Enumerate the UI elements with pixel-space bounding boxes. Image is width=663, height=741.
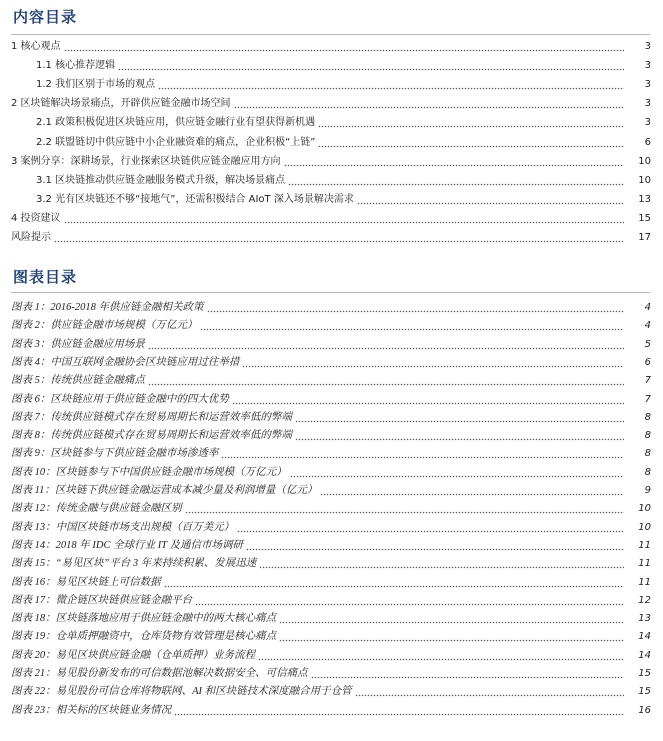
toc-entry-page: 13 bbox=[638, 193, 651, 205]
figure-entry-label: 图表 6：区块链应用于供应链金融中的四大优势 bbox=[11, 393, 229, 405]
figure-entry-label: 图表 9：区块链参与下供应链金融市场渗透率 bbox=[11, 448, 219, 460]
figure-entry-label: 图表 10：区块链参与下中国供应链金融市场规模（万亿元） bbox=[11, 466, 287, 478]
toc-entry[interactable] bbox=[0, 40, 663, 54]
toc-entry-label: 1.1 核心推荐逻辑 bbox=[36, 60, 116, 72]
figure-entry[interactable] bbox=[0, 649, 663, 663]
toc-entry-page: 17 bbox=[638, 232, 651, 243]
figure-entry[interactable] bbox=[0, 484, 663, 498]
figures-title-rule bbox=[11, 292, 650, 293]
figure-entry-label: 图表 18：区块链落地应用于供应链金融中的两大核心痛点 bbox=[11, 613, 277, 625]
figure-entry-label: 图表 5：传统供应链金融痛点 bbox=[11, 375, 145, 387]
figure-entry-label: 图表 23：相关标的区块链业务情况 bbox=[11, 704, 172, 716]
figure-entry-label: 图表 4：中国互联网金融协会区块链应用过往举措 bbox=[11, 356, 240, 368]
toc-entry[interactable] bbox=[0, 136, 663, 150]
figure-entry-label: 图表 22：易见股份可信仓库将物联网、AI 和区块链技术深度融合用于仓管 bbox=[11, 686, 352, 698]
toc-entry-page: 10 bbox=[638, 174, 651, 186]
dot-leader bbox=[64, 215, 624, 224]
toc-entry-page: 3 bbox=[644, 98, 651, 110]
toc-entry-label: 1.2 我们区别于市场的观点 bbox=[36, 79, 156, 91]
dot-leader bbox=[242, 359, 624, 368]
figure-entry[interactable] bbox=[0, 411, 663, 425]
figure-entry-label: 图表 1：2016-2018 年供应链金融相关政策 bbox=[11, 302, 204, 313]
figure-entry[interactable] bbox=[0, 393, 663, 407]
dot-leader bbox=[148, 341, 624, 350]
toc-entry[interactable] bbox=[0, 193, 663, 207]
figure-entry[interactable] bbox=[0, 521, 663, 535]
dot-leader bbox=[318, 119, 624, 128]
toc-entry[interactable] bbox=[0, 231, 663, 245]
figure-entry-page: 12 bbox=[638, 594, 651, 606]
dot-leader bbox=[311, 670, 624, 679]
figure-entry[interactable] bbox=[0, 356, 663, 370]
toc-entry-label: 3.2 光有区块链还不够“接地气”，还需积极结合 AIoT 深入场景解决需求 bbox=[36, 193, 354, 205]
figure-entry-page: 15 bbox=[638, 686, 651, 698]
toc-entry-page: 10 bbox=[638, 155, 651, 167]
dot-leader bbox=[279, 615, 624, 624]
figure-entry-page: 11 bbox=[638, 558, 651, 570]
dot-leader bbox=[290, 469, 624, 478]
figure-entry-label: 图表 20：易见区块供应链金融（仓单质押）业务流程 bbox=[11, 649, 256, 661]
dot-leader bbox=[295, 432, 624, 441]
figure-entry[interactable] bbox=[0, 539, 663, 553]
figure-entry-page: 8 bbox=[644, 430, 651, 442]
figure-entry-page: 11 bbox=[638, 539, 651, 551]
figure-entry[interactable] bbox=[0, 612, 663, 626]
figure-entry-page: 4 bbox=[644, 302, 651, 313]
toc-entry-page: 3 bbox=[644, 79, 651, 91]
dot-leader bbox=[64, 43, 624, 52]
figure-entry-label: 图表 12：传统金融与供应链金融区别 bbox=[11, 503, 182, 515]
toc-entry[interactable] bbox=[0, 116, 663, 130]
toc-title-rule bbox=[11, 34, 650, 35]
figure-entry-label: 图表 15：“易见区块”平台 3 年来持续积累、发展迅速 bbox=[11, 558, 257, 570]
dot-leader bbox=[207, 304, 625, 313]
dot-leader bbox=[200, 322, 624, 331]
toc-entry[interactable] bbox=[0, 97, 663, 111]
figure-entry-page: 4 bbox=[644, 320, 651, 332]
figure-entry[interactable] bbox=[0, 319, 663, 333]
dot-leader bbox=[195, 597, 624, 606]
dot-leader bbox=[320, 487, 624, 496]
figure-entry-label: 图表 21：易见股份新发布的可信数据池解决数据安全、可信痛点 bbox=[11, 668, 308, 679]
figure-entry[interactable] bbox=[0, 557, 663, 571]
toc-entry-label: 4 投资建议 bbox=[11, 212, 61, 224]
figure-entry[interactable] bbox=[0, 429, 663, 443]
figure-entry[interactable] bbox=[0, 338, 663, 352]
dot-leader bbox=[355, 688, 624, 697]
dot-leader bbox=[164, 579, 624, 588]
figure-entry[interactable] bbox=[0, 667, 663, 681]
toc-entry-page: 3 bbox=[644, 60, 651, 72]
toc-entry-page: 15 bbox=[638, 212, 651, 224]
figure-entry[interactable] bbox=[0, 594, 663, 608]
dot-leader bbox=[295, 414, 624, 423]
toc-entry-label: 3.1 区块链推动供应链金融服务模式升级，解决场景痛点 bbox=[36, 174, 286, 186]
figure-entry[interactable] bbox=[0, 576, 663, 590]
figure-entry-page: 8 bbox=[644, 448, 651, 460]
figure-entry[interactable] bbox=[0, 374, 663, 388]
figure-entry[interactable] bbox=[0, 502, 663, 516]
dot-leader bbox=[174, 707, 624, 716]
figure-entry[interactable] bbox=[0, 704, 663, 718]
figure-entry-page: 14 bbox=[638, 631, 651, 643]
toc-entry-label: 2.2 联盟链切中供应链中小企业融资难的痛点，企业积极“上链” bbox=[36, 136, 316, 148]
figure-entry-page: 7 bbox=[644, 375, 651, 387]
figures-title: 图表目录 bbox=[13, 268, 78, 286]
dot-leader bbox=[284, 158, 624, 167]
figure-entry-page: 14 bbox=[638, 649, 651, 661]
figure-entry[interactable] bbox=[0, 630, 663, 644]
toc-entry[interactable] bbox=[0, 212, 663, 226]
toc-entry[interactable] bbox=[0, 78, 663, 92]
figure-entry[interactable] bbox=[0, 466, 663, 480]
dot-leader bbox=[357, 196, 624, 205]
figure-entry[interactable] bbox=[0, 301, 663, 315]
dot-leader bbox=[318, 139, 624, 148]
figure-entry-label: 图表 17：微企链区块链供应链金融平台 bbox=[11, 594, 193, 606]
figure-entry-label: 图表 2：供应链金融市场规模（万亿元） bbox=[11, 320, 198, 332]
toc-entry-page: 3 bbox=[644, 41, 651, 52]
figure-entry-label: 图表 7：传统供应链模式存在贸易周期长和运营效率低的弊端 bbox=[11, 411, 292, 423]
figure-entry-page: 16 bbox=[638, 704, 651, 716]
toc-entry[interactable] bbox=[0, 59, 663, 73]
toc-entry-page: 3 bbox=[644, 117, 651, 129]
dot-leader bbox=[237, 524, 624, 533]
figure-entry-label: 图表 14：2018 年 IDC 全球行业 IT 及通信市场调研 bbox=[11, 539, 243, 551]
dot-leader bbox=[232, 396, 624, 405]
dot-leader bbox=[185, 505, 624, 514]
figure-entry-label: 图表 3：供应链金融应用场景 bbox=[11, 338, 145, 350]
figure-entry-page: 11 bbox=[638, 576, 651, 588]
figure-entry-page: 8 bbox=[644, 466, 651, 478]
toc-entry-label: 2 区块链解决场景痛点，开辟供应链金融市场空间 bbox=[11, 98, 231, 110]
figure-entry-label: 图表 8：传统供应链模式存在贸易周期长和运营效率低的弊端 bbox=[11, 430, 292, 442]
toc-entry[interactable] bbox=[0, 155, 663, 169]
figure-entry-page: 9 bbox=[644, 485, 651, 496]
figure-entry-label: 图表 11：区块链下供应链金融运营成本减少量及利润增量（亿元） bbox=[11, 485, 318, 496]
dot-leader bbox=[258, 652, 624, 661]
figure-entry-label: 图表 16：易见区块链上可信数据 bbox=[11, 576, 161, 588]
figure-entry-page: 5 bbox=[644, 338, 651, 350]
dot-leader bbox=[288, 177, 624, 186]
figure-entry-page: 10 bbox=[638, 521, 651, 533]
figure-entry-page: 8 bbox=[644, 411, 651, 423]
figure-entry[interactable] bbox=[0, 685, 663, 699]
dot-leader bbox=[234, 100, 624, 109]
figure-entry[interactable] bbox=[0, 447, 663, 461]
dot-leader bbox=[221, 450, 624, 459]
figure-entry-label: 图表 13：中国区块链市场支出规模（百万美元） bbox=[11, 521, 235, 533]
dot-leader bbox=[259, 560, 624, 569]
figure-entry-page: 15 bbox=[638, 668, 651, 679]
toc-entry-label: 1 核心观点 bbox=[11, 41, 61, 52]
toc-entry-label: 2.1 政策积极促进区块链应用，供应链金融行业有望获得新机遇 bbox=[36, 117, 316, 129]
dot-leader bbox=[118, 62, 624, 71]
toc-entry-label: 3 案例分享：深耕场景，行业探索区块链供应链金融应用方向 bbox=[11, 155, 281, 167]
dot-leader bbox=[54, 234, 624, 243]
figure-entry-page: 6 bbox=[644, 356, 651, 368]
toc-entry-page: 6 bbox=[644, 136, 651, 148]
toc-entry-label: 风险提示 bbox=[11, 232, 51, 243]
figure-entry-page: 7 bbox=[644, 393, 651, 405]
dot-leader bbox=[279, 633, 624, 642]
dot-leader bbox=[158, 81, 624, 90]
toc-title: 内容目录 bbox=[13, 8, 78, 26]
dot-leader bbox=[246, 542, 624, 551]
dot-leader bbox=[148, 377, 624, 386]
figure-entry-page: 10 bbox=[638, 503, 651, 515]
figure-entry-label: 图表 19：仓单质押融资中，仓库货物有效管理是核心痛点 bbox=[11, 631, 277, 643]
figure-entry-page: 13 bbox=[638, 613, 651, 625]
toc-entry[interactable] bbox=[0, 174, 663, 188]
